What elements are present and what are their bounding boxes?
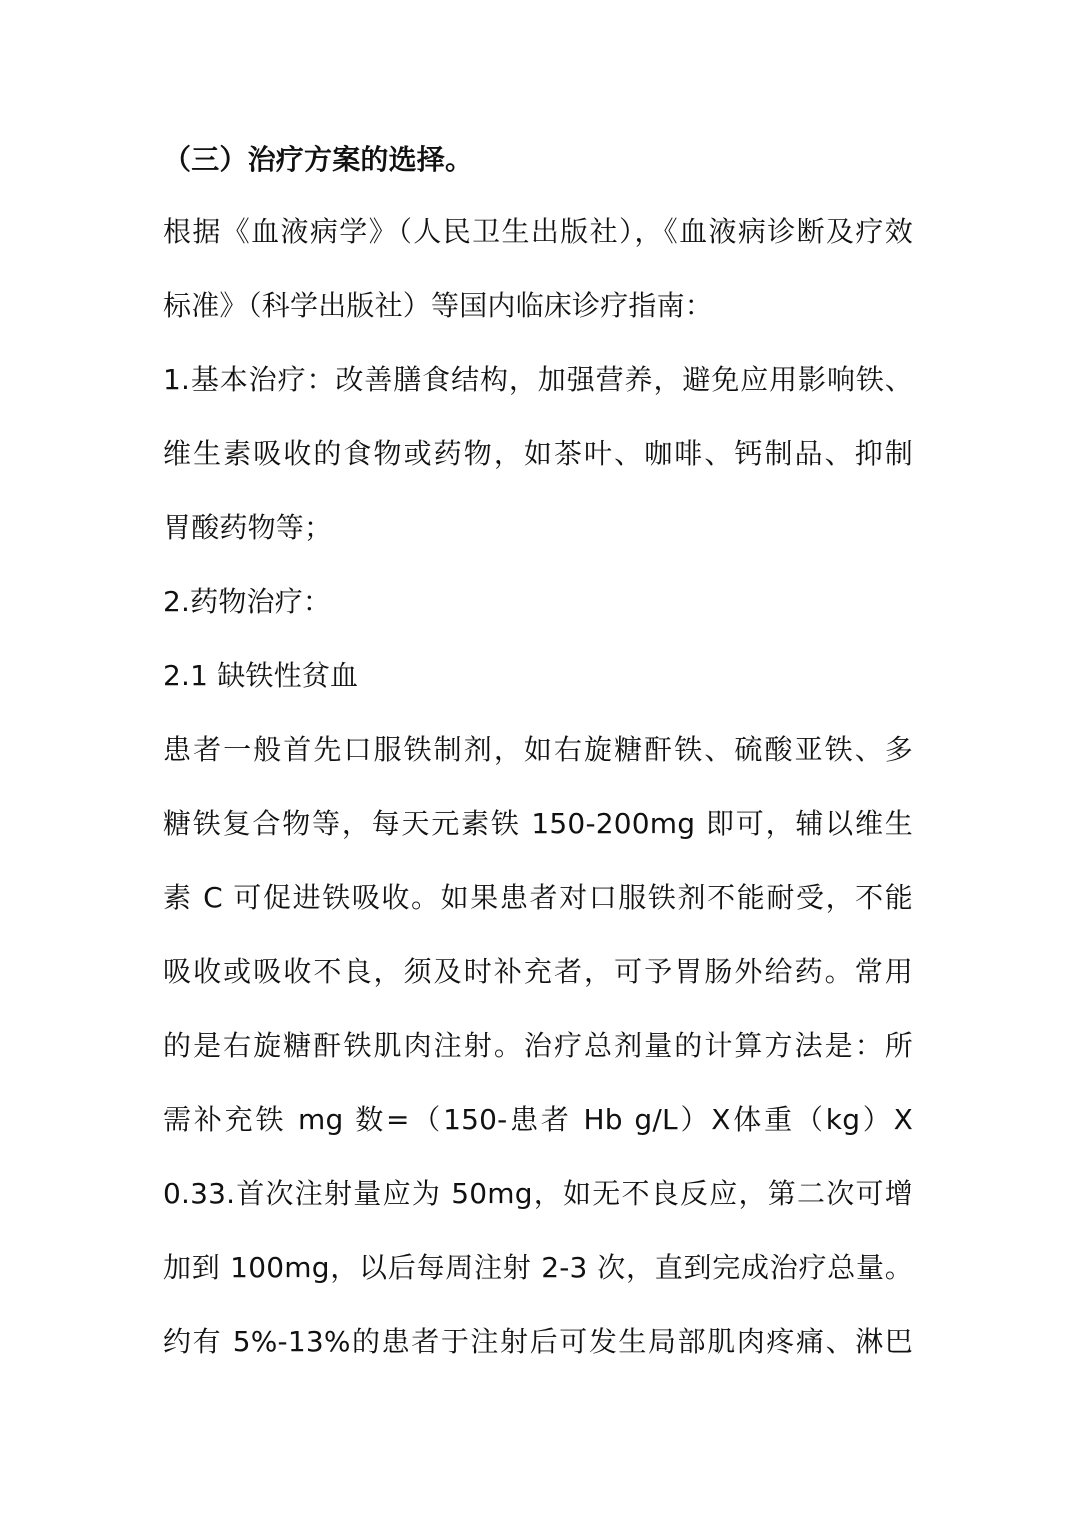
section-heading: （三）治疗方案的选择。 [163, 143, 474, 176]
paragraph-line: 标准》（科学出版社）等国内临床诊疗指南： [163, 289, 714, 322]
paragraph-line: 胃酸药物等； [163, 511, 333, 544]
paragraph-line: 加到 100mg，以后每周注射 2-3 次，直到完成治疗总量。 [163, 1251, 913, 1284]
subsection-heading: 2.1 缺铁性贫血 [163, 659, 359, 692]
paragraph-line: 糖铁复合物等，每天元素铁 150-200mg 即可，辅以维生 [163, 807, 913, 840]
paragraph-line: 根据《血液病学》（人民卫生出版社），《血液病诊断及疗效 [163, 215, 913, 248]
paragraph-line: 患者一般首先口服铁制剂，如右旋糖酐铁、硫酸亚铁、多 [163, 733, 913, 766]
paragraph-line: 约有 5%-13%的患者于注射后可发生局部肌肉疼痛、淋巴 [163, 1325, 913, 1358]
paragraph-line: 维生素吸收的食物或药物，如茶叶、咖啡、钙制品、抑制 [163, 437, 913, 470]
paragraph-line: 的是右旋糖酐铁肌肉注射。治疗总剂量的计算方法是：所 [163, 1029, 913, 1062]
formula-line: 需补充铁 mg 数=（150-患者 Hb g/L）X体重（kg）X [163, 1103, 913, 1136]
paragraph-line: 0.33.首次注射量应为 50mg，如无不良反应，第二次可增 [163, 1177, 913, 1210]
paragraph-line: 1.基本治疗：改善膳食结构，加强营养，避免应用影响铁、 [163, 363, 913, 396]
paragraph-line: 吸收或吸收不良，须及时补充者，可予胃肠外给药。常用 [163, 955, 913, 988]
paragraph-line: 2.药物治疗： [163, 585, 332, 618]
paragraph-line: 素 C 可促进铁吸收。如果患者对口服铁剂不能耐受，不能 [163, 881, 913, 914]
